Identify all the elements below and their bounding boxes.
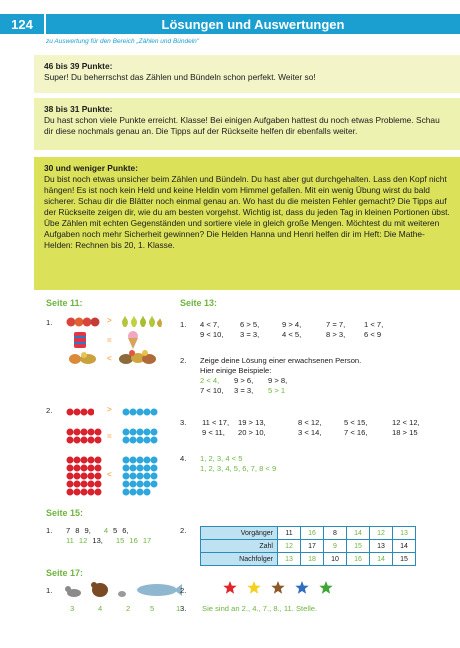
answer: 9 < 10,: [200, 330, 224, 339]
mouse-icon: [118, 591, 126, 597]
seq-value: 4: [103, 526, 109, 535]
instruction: Zeige deine Lösung einer erwachsenen Person.: [200, 356, 362, 365]
table-row: [201, 540, 416, 553]
table-cell: 13: [370, 540, 393, 553]
page-number: 124: [0, 14, 44, 34]
instruction: Hier einige Beispiele:: [200, 366, 272, 375]
answer: 3 < 14,: [298, 428, 322, 437]
seq-value: 5: [113, 526, 118, 535]
task-number: 4.: [180, 454, 187, 463]
answer-4b: 1, 2, 3, 4, 5, 6, 7, 8 < 9: [200, 464, 277, 473]
table-cell: 12: [370, 527, 393, 540]
seq-value: 16: [129, 536, 138, 545]
task-number: 3.: [180, 604, 187, 613]
table-cell: 14: [370, 553, 393, 566]
red-dots-group: [66, 428, 102, 451]
bear-icon: [91, 582, 108, 597]
star-icon: [319, 581, 332, 594]
task-number: 1.: [46, 586, 53, 595]
red-dots-group: [66, 404, 94, 422]
task-number: 1.: [46, 526, 53, 535]
table-cell: 15: [393, 553, 416, 566]
row-label: Nachfolger: [201, 553, 278, 566]
table-cell: 17: [301, 540, 324, 553]
answer: 4 < 5,: [282, 330, 302, 339]
vegetables-icon: [68, 350, 98, 371]
example: 9 > 6,: [234, 376, 254, 385]
neighbor-table: [200, 526, 416, 566]
score-heading: 38 bis 31 Punkte:: [44, 104, 113, 114]
example: 2 < 4,: [200, 376, 220, 385]
animals-row: [62, 578, 182, 605]
section-title-seite-17: Seite 17:: [46, 568, 84, 578]
comparison-sign: >: [107, 405, 112, 414]
score-text: Du bist noch etwas unsicher beim Zählen und Bündeln. Du hast aber gut durchgehalten. Lass den Kopf nicht hängen! Es ist noch kein Held und keine Heldin vom Himmel gefallen. Mit ein wenig Übung wirst du bald sicherer. Schau dir die Blätter noch einmal genau an. Wo hast du die meisten Fehler gemacht? Die Tipps auf der Rückseite zeigen dir, wie du am besten vorgehst. Wichtig ist, dass du jeden Tag in kleinen Portionen übst. Übe Zählen mit echten Gegenständen und sortiere viele in gleich große Mengen. Möchtest du mit weiteren Aufgaben noch mehr Sicherheit gewinnen? Die Helden Hanna und Henri helfen dir im Heft: Die Mathe-Helden: Rechnen bis 20, 1. Klasse.: [44, 174, 450, 250]
answer: 4 < 7,: [200, 320, 220, 329]
score-box-low: [34, 157, 460, 290]
animal-order: [70, 604, 190, 614]
answer: 12 < 12,: [392, 418, 420, 427]
answer: 1 < 7,: [364, 320, 384, 329]
task-number: 1.: [46, 318, 53, 327]
comparison-sign: <: [107, 354, 112, 363]
page-title: Lösungen und Auswertungen: [46, 14, 460, 34]
subnote: zu Auswertung für den Bereich „Zählen und Bündeln": [46, 38, 200, 45]
table-cell: 16: [301, 527, 324, 540]
star-icon: [247, 581, 260, 594]
score-text: Du hast schon viele Punkte erreicht. Klasse! Bei einigen Aufgaben hattest du noch etwas Probleme. Schau dir diese nochmals genau an. Die Tipps auf der Rückseite helfen dir ebenfalls weiter.: [44, 115, 440, 136]
table-cell: 9: [324, 540, 347, 553]
order-number: 3: [70, 604, 75, 613]
mixed-items-icon: [118, 348, 158, 371]
blue-dots-group: [122, 428, 158, 451]
table-cell: 14: [347, 527, 370, 540]
table-cell: 10: [324, 553, 347, 566]
seq-value: 9,: [84, 526, 91, 535]
table-cell: 13: [278, 553, 301, 566]
blue-dots-group: [122, 456, 158, 501]
answer: 8 > 3,: [326, 330, 346, 339]
comparison-sign: <: [107, 470, 112, 479]
seq-value: 7: [66, 526, 71, 535]
red-dots-group: [66, 456, 102, 501]
seq-value: 15: [115, 536, 125, 545]
section-title-seite-11: Seite 11:: [46, 298, 83, 308]
section-title-seite-15: Seite 15:: [46, 508, 84, 518]
seq-value: 6,: [122, 526, 129, 535]
comparison-sign: =: [107, 432, 112, 441]
table-cell: 18: [301, 553, 324, 566]
cat-icon: [65, 586, 81, 597]
answer: 7 < 16,: [344, 428, 368, 437]
example: 9 > 8,: [268, 376, 288, 385]
order-number: 1: [176, 604, 181, 613]
answer-4a: 1, 2, 3, 4 < 5: [200, 454, 243, 463]
answer-3: Sie sind an 2., 4., 7., 8., 11. Stelle.: [202, 604, 318, 613]
example: 3 = 3,: [234, 386, 254, 395]
star-icon: [295, 581, 308, 594]
seq-value: 12: [78, 536, 88, 545]
answer: 19 > 13,: [238, 418, 266, 427]
answer: 6 > 5,: [240, 320, 260, 329]
example: 7 < 10,: [200, 386, 224, 395]
table-cell: 12: [278, 540, 301, 553]
answers-row: [200, 320, 400, 340]
order-number: 5: [150, 604, 155, 613]
order-number: 2: [126, 604, 131, 613]
answer: 8 < 12,: [298, 418, 322, 427]
star-icon: [271, 581, 284, 594]
table-cell: 14: [393, 540, 416, 553]
answers-row: [202, 418, 442, 438]
answer: 20 > 10,: [238, 428, 266, 437]
table-row: [201, 553, 416, 566]
section-title-seite-13: Seite 13:: [180, 298, 218, 308]
table-cell: 16: [347, 553, 370, 566]
task-2-text: [200, 356, 420, 396]
stars-row: [222, 580, 352, 601]
answer: 9 > 4,: [282, 320, 302, 329]
comparison-sign: =: [107, 336, 112, 345]
table-row: [201, 527, 416, 540]
task-number: 2.: [46, 406, 53, 415]
seq-value: 13,: [92, 536, 103, 545]
table-cell: 15: [347, 540, 370, 553]
apples-icon: [66, 314, 102, 328]
answer: 3 = 3,: [240, 330, 260, 339]
score-box-high: [34, 55, 460, 93]
table-cell: 13: [393, 527, 416, 540]
star-icon: [223, 581, 236, 594]
task-number: 1.: [180, 320, 187, 329]
row-label: Vorgänger: [201, 527, 278, 540]
score-text: Super! Du beherrschst das Zählen und Bündeln schon perfekt. Weiter so!: [44, 72, 316, 82]
answer: 5 < 15,: [344, 418, 368, 427]
answer: 18 > 15: [392, 428, 418, 437]
answer: 11 < 17,: [202, 418, 230, 427]
task-number: 2.: [180, 586, 187, 595]
order-number: 4: [98, 604, 103, 613]
row-label: Zahl: [201, 540, 278, 553]
answer: 7 = 7,: [326, 320, 346, 329]
answer: 9 < 11,: [202, 428, 225, 437]
sequence-answers: [66, 526, 166, 546]
answer: 6 < 9: [364, 330, 382, 339]
task-number: 2.: [180, 356, 187, 365]
seq-value: 8: [75, 526, 80, 535]
pears-icon: [120, 312, 162, 328]
score-heading: 30 und weniger Punkte:: [44, 163, 139, 173]
task-number: 2.: [180, 526, 187, 535]
seq-value: 17: [142, 536, 152, 545]
seq-value: 11: [66, 536, 74, 545]
table-cell: 8: [324, 527, 347, 540]
blue-dots-group: [122, 404, 158, 422]
score-box-mid: [34, 98, 460, 150]
whale-icon: [137, 584, 182, 596]
comparison-sign: >: [107, 316, 112, 325]
task-number: 3.: [180, 418, 187, 427]
score-heading: 46 bis 39 Punkte:: [44, 61, 113, 71]
table-cell: 11: [278, 527, 301, 540]
example: 5 > 1: [268, 386, 286, 395]
